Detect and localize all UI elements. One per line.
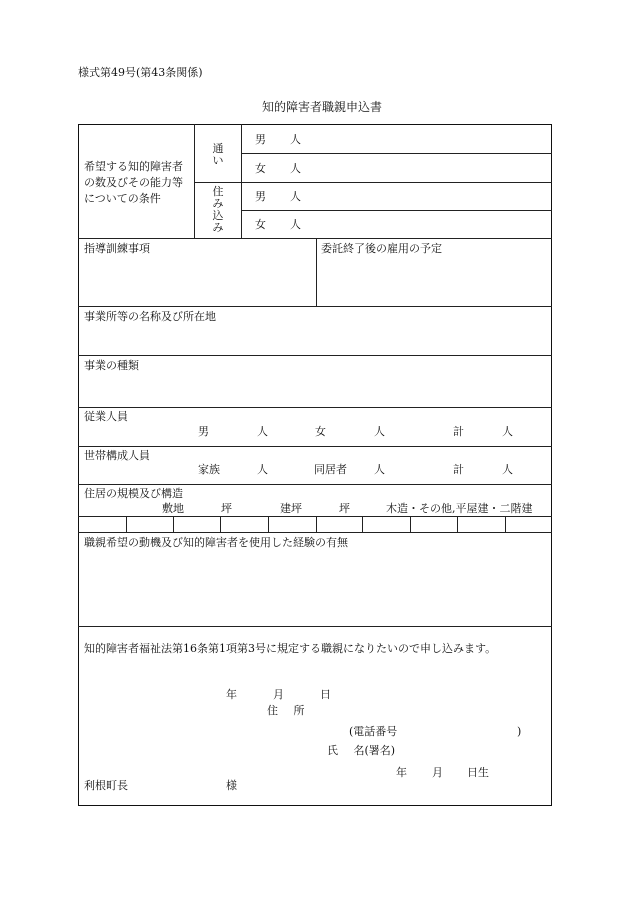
- divider: [457, 516, 458, 532]
- divider: [241, 124, 242, 238]
- employment-plan-label: 委託終了後の雇用の予定: [321, 242, 442, 255]
- divider: [126, 516, 127, 532]
- livein-female-label: 女: [255, 218, 266, 231]
- divider: [78, 626, 552, 627]
- business-type-label: 事業の種類: [84, 359, 139, 372]
- employees-male-label: 男: [198, 425, 209, 438]
- motivation-label: 職親希望の動機及び知的障害者を使用した経験の有無: [84, 536, 348, 549]
- household-family-unit: 人: [257, 463, 268, 476]
- household-total-label: 計: [453, 463, 464, 476]
- divider: [78, 355, 552, 356]
- household-label: 世帯構成人員: [84, 449, 150, 462]
- livein-female-unit: 人: [290, 218, 301, 231]
- birth-year-label: 年: [396, 766, 407, 779]
- address-label: 住 所: [267, 704, 305, 717]
- phone-close: ): [517, 725, 522, 738]
- business-name-label: 事業所等の名称及び所在地: [84, 310, 216, 323]
- residence-building-unit: 坪: [339, 502, 350, 515]
- employees-label: 従業人員: [84, 410, 128, 423]
- honorific-label: 様: [226, 779, 237, 792]
- residence-building-label: 建坪: [280, 502, 302, 515]
- date-month-label: 月: [273, 688, 284, 701]
- divider: [78, 532, 552, 533]
- household-total-unit: 人: [502, 463, 513, 476]
- divider: [78, 446, 552, 447]
- divider: [362, 516, 363, 532]
- household-cohabitant-label: 同居者: [314, 463, 347, 476]
- divider: [173, 516, 174, 532]
- household-cohabitant-unit: 人: [374, 463, 385, 476]
- conditions-label-line3: についての条件: [84, 192, 161, 205]
- divider: [505, 516, 506, 532]
- divider: [194, 124, 195, 238]
- employees-total-unit: 人: [502, 425, 513, 438]
- commute-male-unit: 人: [290, 133, 301, 146]
- date-day-label: 日: [320, 688, 331, 701]
- employees-male-unit: 人: [257, 425, 268, 438]
- conditions-label-line1: 希望する知的障害者: [84, 160, 183, 173]
- residence-label: 住居の規模及び構造: [84, 487, 183, 500]
- conditions-label-line2: の数及びその能力等: [84, 176, 183, 189]
- commute-male-label: 男: [255, 133, 266, 146]
- divider: [78, 238, 552, 239]
- divider: [78, 516, 552, 517]
- name-signature-label: 氏 名(署名): [327, 744, 396, 757]
- household-family-label: 家族: [198, 463, 220, 476]
- divider: [78, 484, 552, 485]
- residence-structure-label: 木造・その他,平屋建・二階建: [386, 502, 533, 515]
- live-in-label: 住み込み: [212, 185, 224, 234]
- divider: [78, 306, 552, 307]
- birth-day-label: 日生: [467, 766, 489, 779]
- addressee-label: 利根町長: [84, 779, 128, 792]
- date-year-label: 年: [226, 688, 237, 701]
- commute-female-unit: 人: [290, 162, 301, 175]
- employees-female-label: 女: [315, 425, 326, 438]
- divider: [78, 407, 552, 408]
- divider: [220, 516, 221, 532]
- divider: [410, 516, 411, 532]
- divider: [241, 153, 552, 154]
- commute-label: 通い: [212, 142, 224, 167]
- declaration-text: 知的障害者福祉法第16条第1項第3号に規定する職親になりたいので申し込みます。: [84, 642, 497, 655]
- guidance-label: 指導訓練事項: [84, 242, 150, 255]
- divider: [316, 238, 317, 306]
- livein-male-label: 男: [255, 190, 266, 203]
- commute-female-label: 女: [255, 162, 266, 175]
- livein-male-unit: 人: [290, 190, 301, 203]
- employees-total-label: 計: [453, 425, 464, 438]
- form-title: 知的障害者職親申込書: [262, 100, 383, 114]
- residence-site-unit: 坪: [221, 502, 232, 515]
- divider: [316, 516, 317, 532]
- divider: [194, 182, 552, 183]
- phone-label: (電話番号: [349, 725, 398, 738]
- divider: [268, 516, 269, 532]
- residence-site-label: 敷地: [162, 502, 184, 515]
- birth-month-label: 月: [432, 766, 443, 779]
- divider: [241, 210, 552, 211]
- employees-female-unit: 人: [374, 425, 385, 438]
- form-number: 様式第49号(第43条関係): [78, 66, 203, 79]
